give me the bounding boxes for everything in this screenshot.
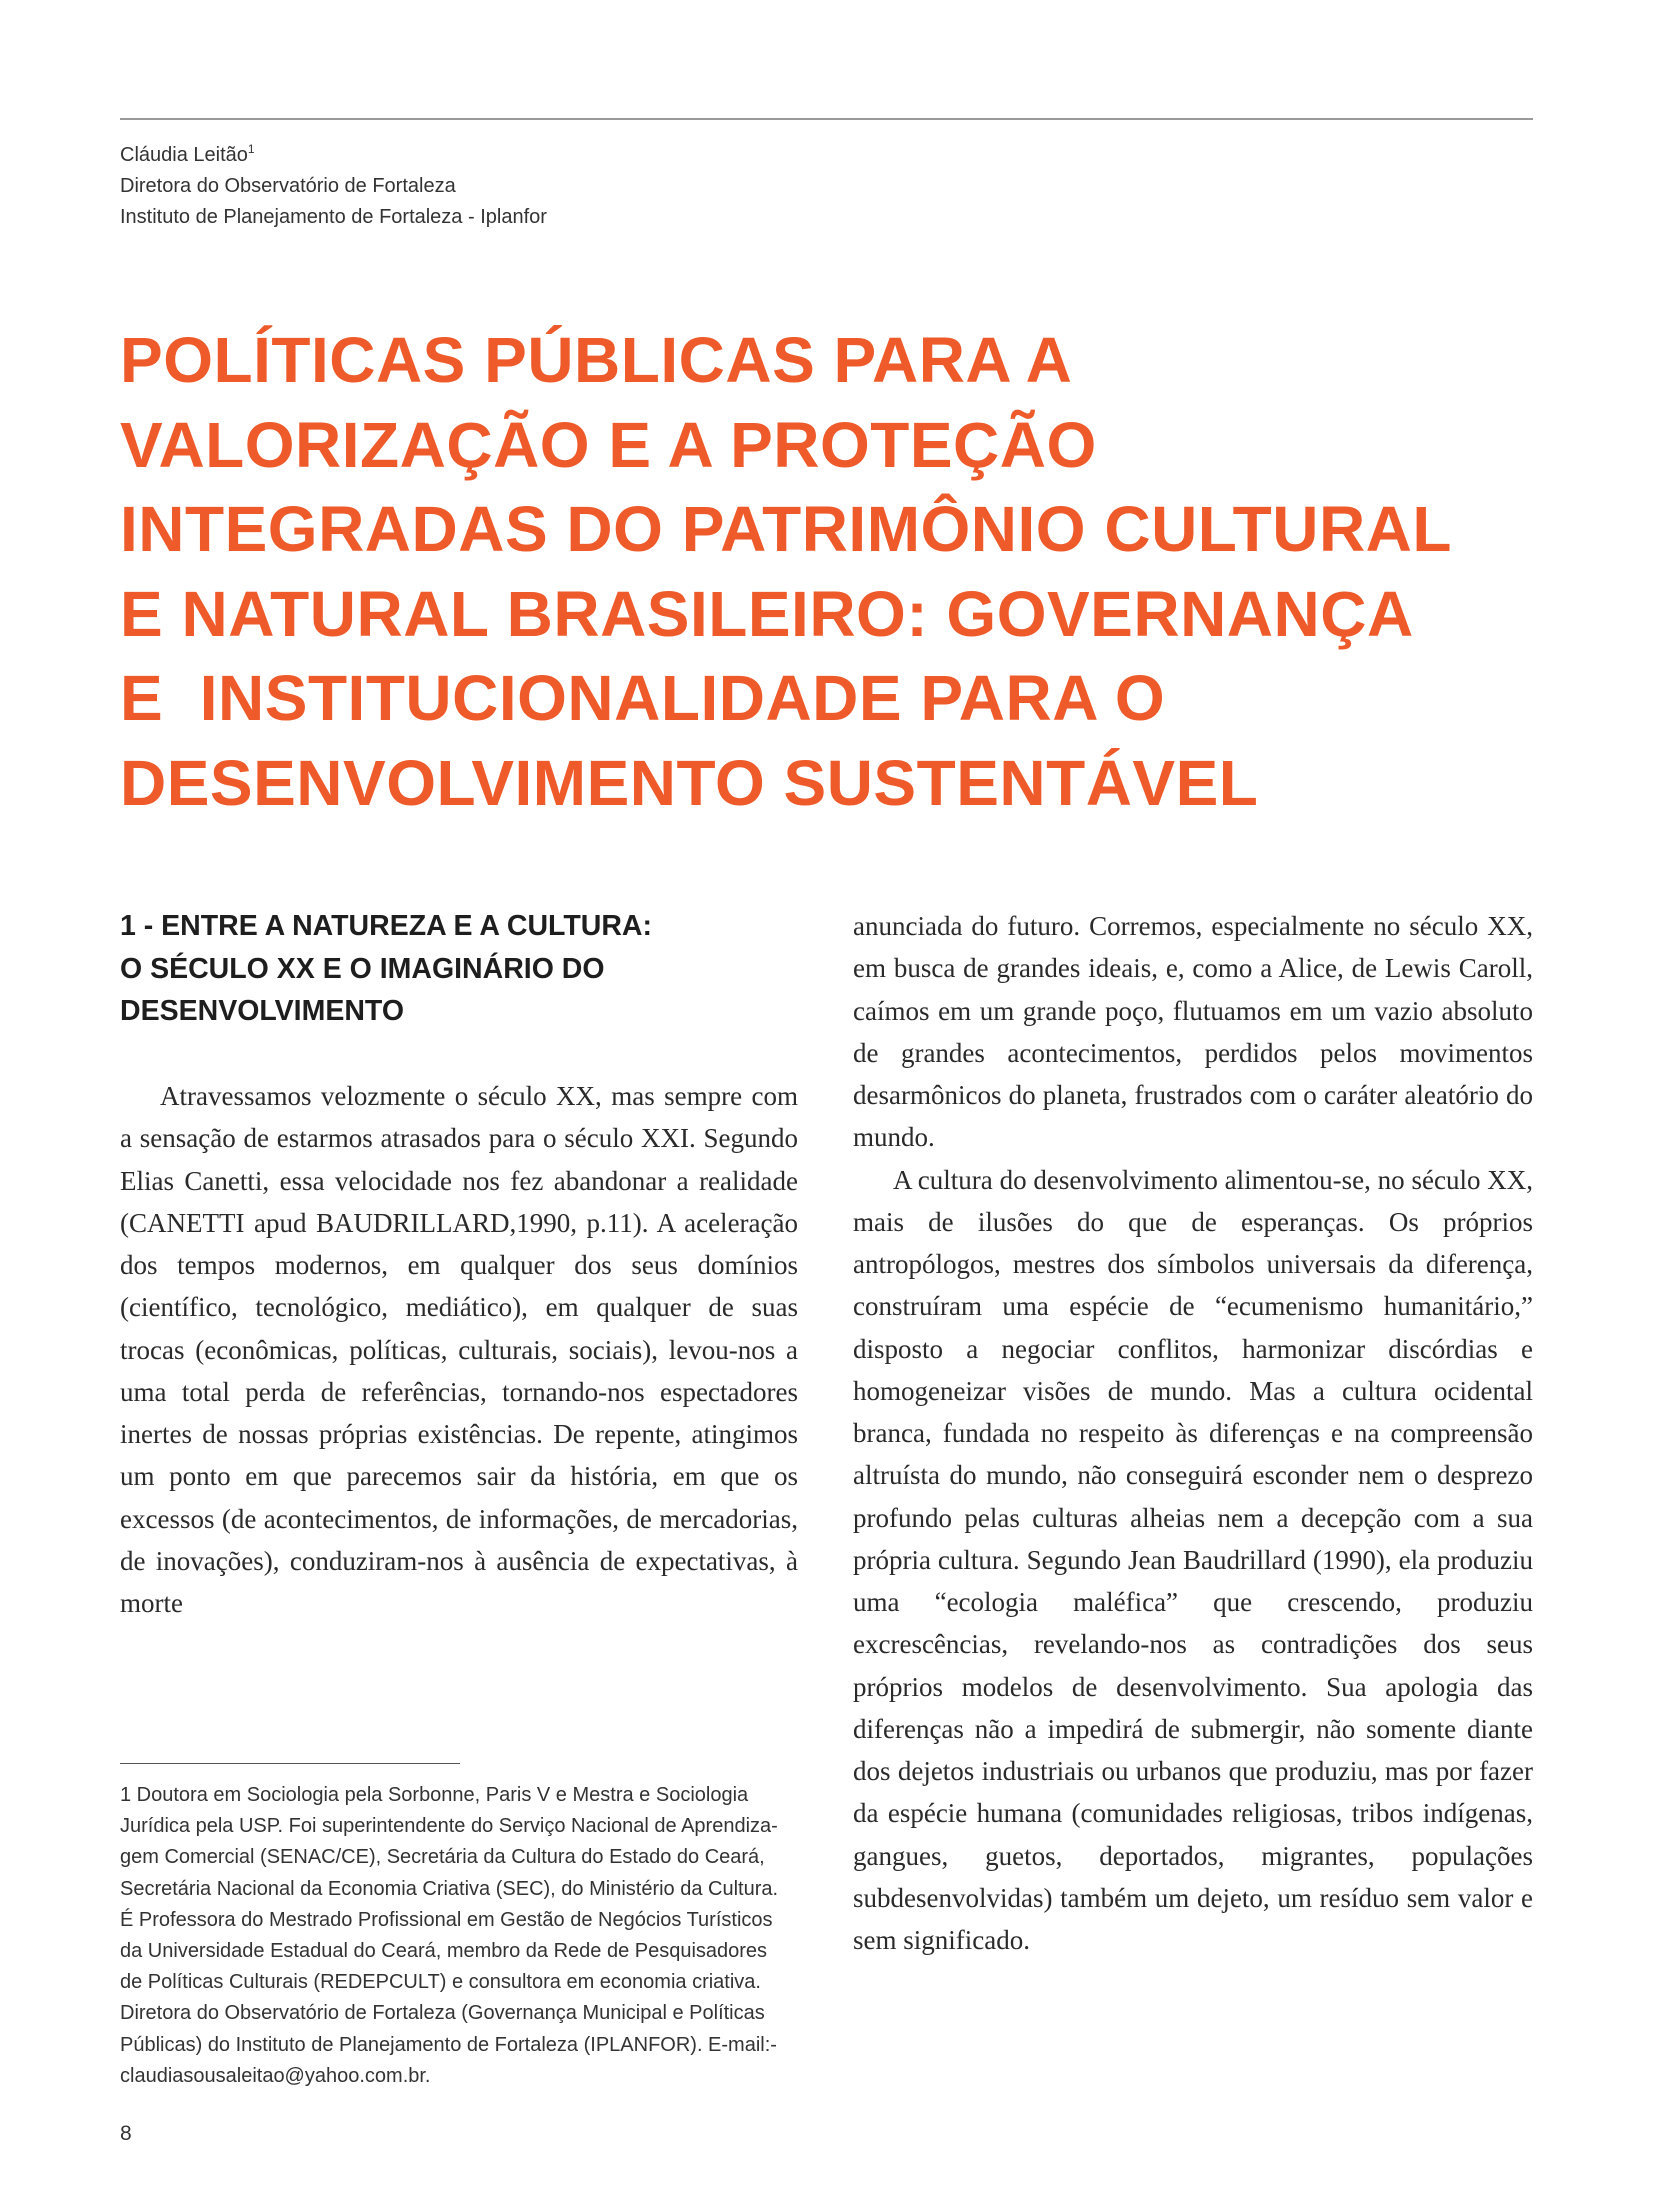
title-line: E INSTITUCIONALIDADE PARA O bbox=[120, 662, 1166, 735]
author-name-line bbox=[120, 140, 1020, 171]
footnote-rule bbox=[120, 1763, 460, 1764]
title-line: DESENVOLVIMENTO SUSTENTÁVEL bbox=[120, 746, 1259, 819]
page-number: 8 bbox=[120, 2122, 132, 2145]
author-block bbox=[120, 140, 1020, 233]
footnote bbox=[120, 1780, 800, 2092]
footnote-line: Secretária Nacional da Economia Criativa (SEC), do Ministério da Cultura. bbox=[120, 1877, 779, 1900]
title-line: E NATURAL BRASILEIRO: GOVERNANÇA bbox=[120, 577, 1414, 650]
footnote-line: gem Comercial (SENAC/CE), Secretária da Cultura do Estado do Ceará, bbox=[120, 1846, 765, 1869]
section-heading-line: DESENVOLVIMENTO bbox=[120, 995, 404, 1027]
body-paragraph: A cultura do desenvolvimento alimentou-se, no século XX, mais de ilusões do que de esperanças. Os próprios antropólogos, mestres dos símbolos universais da diferença, construíram uma espécie de “ecumenismo humanitário,” disposto a negociar conflitos, harmonizar discórdias e homogeneizar visões de mundo. Mas a cultura ocidental branca, fundada no respeito às diferenças e na compreensão altruísta do mundo, não conseguirá esconder nem o desprezo profundo pelas culturas alheias nem a decepção com a sua própria cultura. Segundo Jean Baudrillard (1990), ela produziu uma “ecologia maléfica” que crescendo, produziu excrescências, revelando-nos as contradições dos seus próprios modelos de desenvolvimento. Sua apologia das diferenças não a impedirá de submergir, não somente diante dos dejetos industriais ou urbanos que produziu, mas por fazer da espécie humana (comunidades religiosas, tribos indígenas, gangues, guetos, deportados, migrantes, populações subdesenvolvidas) também um dejeto, um resíduo sem valor e sem significado. bbox=[853, 1164, 1533, 1955]
title-line: POLÍTICAS PÚBLICAS PARA A bbox=[120, 324, 1073, 396]
article-title bbox=[120, 318, 1540, 826]
footnote-line: de Políticas Culturais (REDEPCULT) e consultora em economia criativa. bbox=[120, 1971, 761, 1994]
author-role: Diretora do Observatório de Fortaleza bbox=[120, 175, 456, 197]
footnote-line: da Universidade Estadual do Ceará, membro da Rede de Pesquisadores bbox=[120, 1940, 768, 1963]
body-paragraph-continued: anunciada do futuro. Corremos, especialmente no século XX, em busca de grandes ideais, e, como a Alice, de Lewis Caroll, caímos em um grande poço, flutuamos em um vazio absoluto de grandes acontecimentos, perdidos pelos movimentos desarmônicos do planeta, frustrados com o caráter aleatório do mundo. bbox=[853, 911, 1533, 1153]
author-institution: Instituto de Planejamento de Fortaleza - Iplanfor bbox=[120, 206, 547, 228]
section-heading-line: 1 - ENTRE A NATUREZA E A CULTURA: bbox=[120, 910, 652, 942]
footnote-line: Públicas) do Instituto de Planejamento de Fortaleza (IPLANFOR). E-mail:- bbox=[120, 2033, 777, 2056]
left-column bbox=[120, 1075, 798, 1624]
body-paragraph: Atravessamos velozmente o século XX, mas sempre com a sensação de estarmos atrasados para o século XXI. Segundo Elias Canetti, essa velocidade nos fez abandonar a realidade (CANETTI apud BAUDRILLARD,1990, p.11). A aceleração dos tempos modernos, em qualquer dos seus domínios (científico, tecnológico, mediático), em qualquer de suas trocas (econômicas, políticas, culturais, sociais), levou-nos a uma total perda de referências, tornando-nos espectadores inertes de nossas próprias existências. De repente, atingimos um ponto em que parecemos sair da história, em que os excessos (de acontecimentos, de informações, de mercadorias, de inovações), conduziram-nos à ausência de expectativas, à morte bbox=[120, 1081, 798, 1618]
title-line: VALORIZAÇÃO E A PROTEÇÃO bbox=[120, 408, 1097, 481]
section-heading-line: O SÉCULO XX E O IMAGINÁRIO DO bbox=[120, 952, 605, 985]
right-column bbox=[853, 905, 1533, 1961]
footnote-reference[interactable]: 1 bbox=[247, 142, 255, 156]
author-name: Cláudia Leitão bbox=[120, 144, 248, 166]
footnote-line: Diretora do Observatório de Fortaleza (Governança Municipal e Políticas bbox=[120, 2002, 765, 2025]
footnote-line: 1 Doutora em Sociologia pela Sorbonne, Paris V e Mestra e Sociologia bbox=[120, 1784, 749, 1806]
footnote-line: Jurídica pela USP. Foi superintendente do Serviço Nacional de Aprendiza- bbox=[120, 1815, 778, 1838]
title-line: INTEGRADAS DO PATRIMÔNIO CULTURAL bbox=[120, 493, 1452, 566]
top-rule bbox=[120, 118, 1533, 120]
section-heading bbox=[120, 905, 810, 1033]
footnote-email-line[interactable]: claudiasousaleitao@yahoo.com.br. bbox=[120, 2064, 431, 2087]
footnote-line: É Professora do Mestrado Profissional em Gestão de Negócios Turísticos bbox=[120, 1908, 773, 1931]
